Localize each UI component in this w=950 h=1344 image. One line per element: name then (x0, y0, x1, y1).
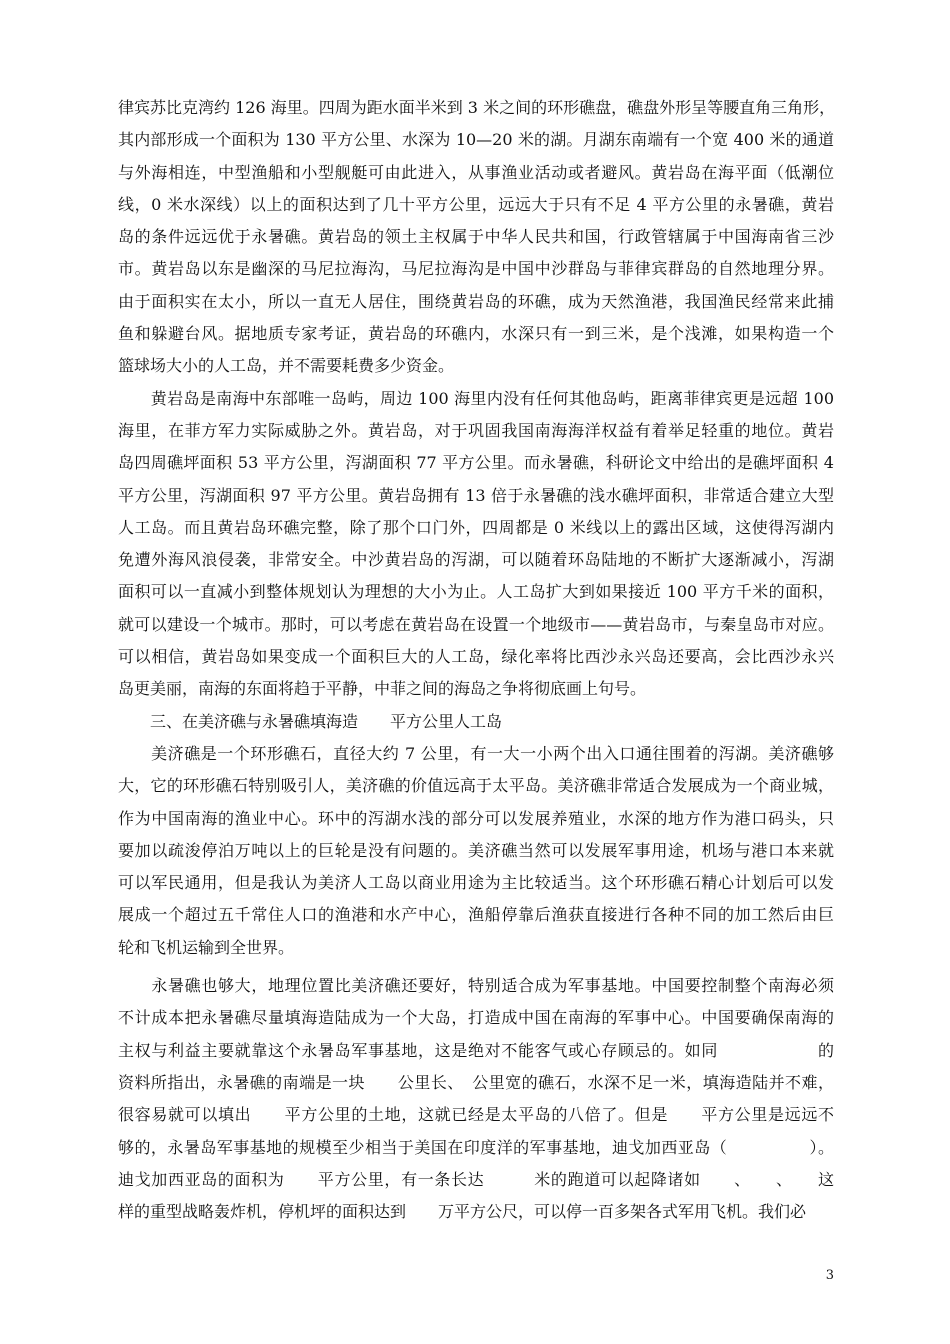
text-line: 要加以疏浚停泊万吨以上的巨轮是没有问题的。美济礁当然可以发展军事用途，机场与港口本来就 (118, 840, 834, 860)
text-line: 资料所指出，永暑礁的南端是一块 公里长、 公里宽的礁石，水深不足一米，填海造陆并不难， (118, 1072, 834, 1092)
text-line: 够的，永暑岛军事基地的规模至少相当于美国在印度洋的军事基地，迪戈加西亚岛（ ）。 (118, 1137, 834, 1157)
text-line: 作为中国南海的渔业中心。环中的泻湖水浅的部分可以发展养殖业，水深的地方作为港口码头，只 (118, 808, 834, 828)
text-line: 律宾苏比克湾约 126 海里。四周为距水面半米到 3 米之间的环形礁盘，礁盘外形呈等腰直角三角形， (118, 98, 836, 117)
text-line: 岛四周礁坪面积 53 平方公里，泻湖面积 77 平方公里。而永暑礁，科研论文中给出的是礁坪面积 4 (118, 453, 834, 473)
text-line: 很容易就可以填出 平方公里的土地，这就已经是太平岛的八倍了。但是 平方公里是远远不 (118, 1105, 834, 1125)
text-line: 市。黄岩岛以东是幽深的马尼拉海沟，马尼拉海沟是中国中沙群岛与菲律宾群岛的自然地理分界。 (118, 259, 834, 279)
text-line: 海里，在菲方军力实际威胁之外。黄岩岛，对于巩固我国南海海洋权益有着举足轻重的地位。黄岩 (118, 420, 834, 440)
text-line: 面积可以一直减小到整体规划认为理想的大小为止。人工岛扩大到如果接近 100 平方千米的面积， (118, 582, 834, 602)
text-line: 不计成本把永暑礁尽量填海造陆成为一个大岛，打造成中国在南海的军事中心。中国要确保南海的 (118, 1008, 834, 1028)
paragraph (118, 92, 834, 383)
text-line: 篮球场大小的人工岛，并不需要耗费多少资金。 (118, 356, 455, 376)
text-line: 鱼和躲避台风。据地质专家考证，黄岩岛的环礁内，水深只有一到三米，是个浅滩，如果构造一个 (118, 324, 834, 344)
text-line: 可以军民通用，但是我认为美济人工岛以商业用途为主比较适当。这个环形礁石精心计划后可以发 (118, 873, 834, 893)
page-number: 3 (825, 1268, 834, 1283)
text-line: 三、在美济礁与永暑礁填海造 平方公里人工岛 (118, 711, 503, 731)
text-line: 就可以建设一个城市。那时，可以考虑在黄岩岛在设置一个地级市——黄岩岛市，与秦皇岛市对应。 (118, 614, 834, 634)
text-line: 平方公里，泻湖面积 97 平方公里。黄岩岛拥有 13 倍于永暑礁的浅水礁坪面积，非常适合建立大型 (118, 485, 834, 505)
text-line: 黄岩岛是南海中东部唯一岛屿，周边 100 海里内没有任何其他岛屿，距离菲律宾更是远超 100 (118, 388, 834, 408)
text-line: 线，0 米水深线）以上的面积达到了几十平方公里，远远大于只有不足 4 平方公里的永暑礁，黄岩 (118, 194, 834, 214)
text-line: 展成一个超过五千常住人口的渔港和水产中心，渔船停靠后渔获直接进行各种不同的加工然后由巨 (118, 905, 834, 925)
text-line: 免遭外海风浪侵袭，非常安全。中沙黄岩岛的泻湖，可以随着环岛陆地的不断扩大逐渐减小，泻湖 (118, 550, 834, 570)
text-line: 轮和飞机运输到全世界。 (118, 937, 295, 957)
text-line: 人工岛。而且黄岩岛环礁完整，除了那个口门外，四周都是 0 米线以上的露出区域，这使得泻湖内 (118, 517, 834, 537)
text-line: 永暑礁也够大，地理位置比美济礁还要好，特别适合成为军事基地。中国要控制整个南海必须 (118, 976, 834, 996)
text-line: 岛更美丽，南海的东面将趋于平静，中菲之间的海岛之争将彻底画上句号。 (118, 679, 647, 699)
text-line: 美济礁是一个环形礁石，直径大约 7 公里，有一大一小两个出入口通往围着的泻湖。美济礁够 (118, 743, 834, 763)
text-line: 迪戈加西亚岛的面积为 平方公里，有一条长达 米的跑道可以起降诸如 、 、 这 (118, 1169, 834, 1189)
paragraph (118, 738, 834, 964)
text-line: 岛的条件远远优于永暑礁。黄岩岛的领土主权属于中华人民共和国，行政管辖属于中国海南省三沙 (118, 227, 834, 247)
text-line: 主权与利益主要就靠这个永暑岛军事基地，这是绝对不能客气或心存顾忌的。如同 的 (118, 1040, 834, 1060)
paragraph (118, 383, 834, 706)
body-text (118, 92, 834, 1228)
text-line: 样的重型战略轰炸机，停机坪的面积达到 万平方公尺，可以停一百多架各式军用飞机。我们必 (118, 1202, 807, 1222)
text-line: 与外海相连，中型渔船和小型舰艇可由此进入，从事渔业活动或者避风。黄岩岛在海平面（低潮位 (118, 162, 834, 182)
text-line: 其内部形成一个面积为 130 平方公里、水深为 10—20 米的湖。月湖东南端有一个宽 400 米的通道 (118, 130, 834, 150)
text-line: 大，它的环形礁石特别吸引人，美济礁的价值远高于太平岛。美济礁非常适合发展成为一个商业城， (118, 776, 834, 796)
paragraph (118, 970, 834, 1228)
text-line: 可以相信，黄岩岛如果变成一个面积巨大的人工岛，绿化率将比西沙永兴岛还要高，会比西沙永兴 (118, 647, 834, 667)
paragraph (118, 706, 834, 738)
text-line: 由于面积实在太小，所以一直无人居住，围绕黄岩岛的环礁，成为天然渔港，我国渔民经常来此捕 (118, 291, 834, 311)
